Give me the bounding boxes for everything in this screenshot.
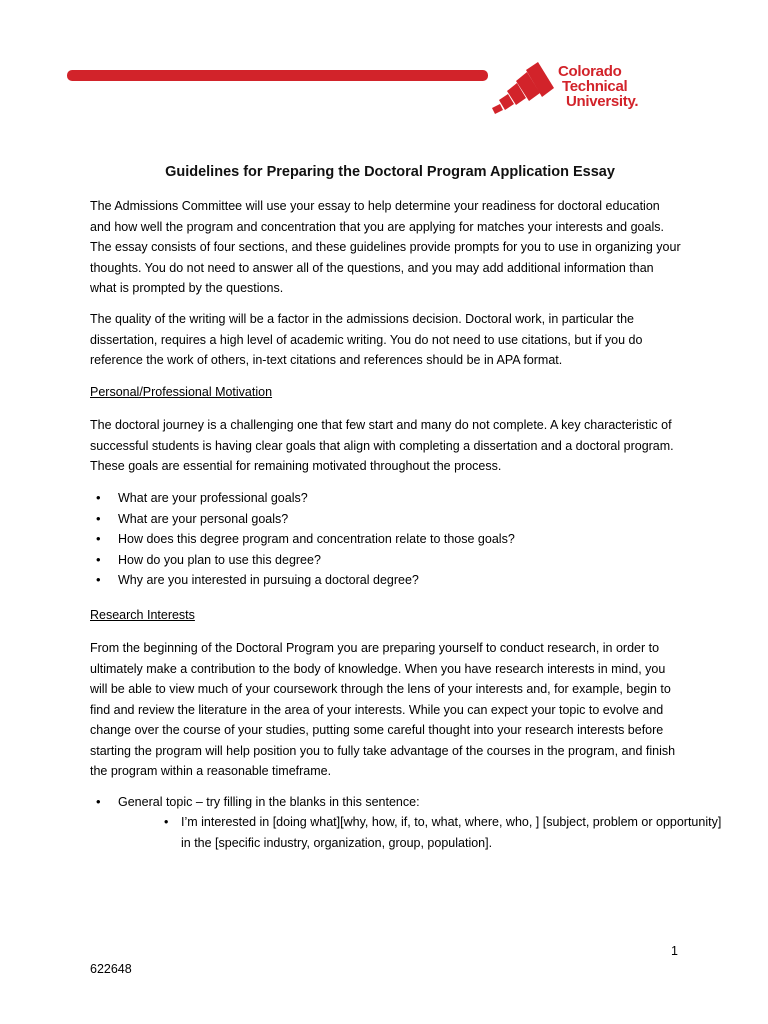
research-paragraph: From the beginning of the Doctoral Program you are preparing yourself to conduct research, in order to ultimately make a contribution to the body of knowledge. When you have research interests in mind, you will be able to view much of your coursework through the lens of your interests and, for example, begin to find and review the literature in the area of your interests. While you can expect your topic to evolve and change over the course of your studies, putting some careful thought into your research interests before starting the program will help position you to fully take advantage of the courses in the program, and finish the program within a reasonable timeframe. — [90, 641, 676, 778]
research-bullet-list — [90, 792, 420, 813]
logo-line-2: Technical — [562, 78, 628, 95]
logo-line-1: Colorado — [558, 63, 622, 80]
general-topic-item: • General topic – try filling in the blanks in this sentence: — [90, 792, 420, 813]
template-sentence-item — [138, 812, 726, 853]
intro-paragraph: The Admissions Committee will use your essay to help determine your readiness for doctoral education and how well the program and concentration that you are applying for matches your interests and goals. The essay consists of four sections, and these guidelines provide prompts for you to use in organizing your thoughts. You do not need to answer all of the questions, and you may add additional information than what is prompted by the questions. — [90, 199, 681, 295]
writing-quality-paragraph: The quality of the writing will be a factor in the admissions decision. Doctoral work, in particular the dissertation, requires a high level of academic writing. You do not need to use citations, but if you do reference the work of others, in-text citations and references should be in APA format. — [90, 312, 643, 367]
motivation-question-list — [90, 488, 515, 591]
list-item: • What are your personal goals? — [90, 509, 515, 530]
list-item: • What are your professional goals? — [90, 488, 515, 509]
motivation-paragraph: The doctoral journey is a challenging one that few start and many do not complete. A key characteristic of successful students is having clear goals that align with completing a dissertation and a doctoral program. These goals are essential for remaining motivated throughout the process. — [90, 418, 674, 473]
logo-line-3: University. — [566, 93, 639, 110]
list-item: • How do you plan to use this degree? — [90, 550, 515, 571]
logo-stripes-icon — [490, 60, 560, 122]
document-id: 622648 — [90, 962, 132, 976]
university-logo — [490, 60, 680, 124]
header-red-bar — [67, 70, 488, 81]
research-heading: Research Interests — [90, 608, 195, 622]
list-item: • How does this degree program and concentration relate to those goals? — [90, 529, 515, 550]
logo-wordmark — [558, 64, 638, 109]
template-sentence-text: I’m interested in [doing what][why, how, if, to, what, where, who, ] [subject, problem or opportunity] in the [specific industry, organization, group, population]. — [181, 815, 722, 850]
page-number: 1 — [671, 944, 678, 958]
motivation-heading: Personal/Professional Motivation — [90, 385, 273, 399]
page-title: Guidelines for Preparing the Doctoral Program Application Essay — [165, 164, 615, 180]
bullet-dot: • — [164, 815, 169, 829]
list-item: • Why are you interested in pursuing a doctoral degree? — [90, 570, 515, 591]
